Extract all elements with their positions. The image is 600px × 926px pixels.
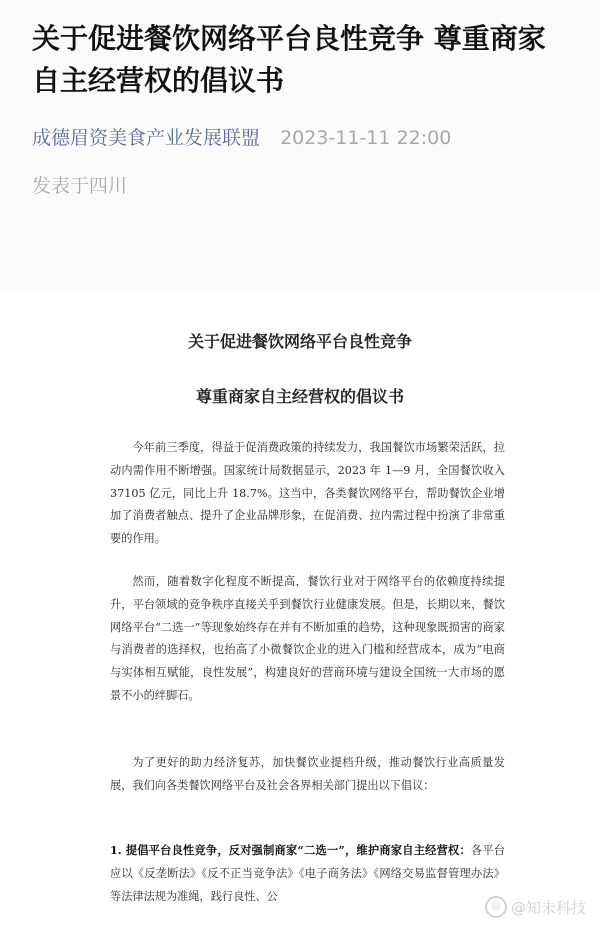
proposal-item-1-text: 各平台应以《反垄断法》《反不正当竞争法》《电子商务法》《网络交易监督管理办法》等法律法规为准绳，践行良性、公	[110, 844, 505, 903]
watermark	[485, 896, 586, 918]
article-meta	[32, 125, 451, 151]
publish-datetime: 2023-11-11 22:00	[280, 127, 452, 149]
publish-location: 发表于四川	[32, 175, 128, 197]
document-image	[0, 292, 600, 926]
document-title-line2: 尊重商家自主经营权的倡议书	[195, 387, 404, 406]
document-paragraph: 今年前三季度，得益于促消费政策的持续发力，我国餐饮市场繁荣活跃，拉动内需作用不断增强。国家统计局数据显示，2023 年 1—9 月，全国餐饮收入 37105 亿元，同比上升 18.7%。这当中，各类餐饮网络平台，帮助餐饮企业增加了消费者触点、提升了企业品牌形象，在促消费、拉内需过程中扮演了非常重要的作用。	[110, 441, 505, 546]
weibo-logo-icon: ◎	[485, 896, 507, 918]
document-paragraph: 为了更好的助力经济复苏，加快餐饮业提档升级，推动餐饮行业高质量发展，我们向各类餐饮网络平台及社会各界相关部门提出以下倡议：	[110, 756, 505, 792]
article-header	[0, 0, 600, 292]
watermark-text: @知未科技	[510, 898, 586, 917]
document-title-line1: 关于促进餐饮网络平台良性竞争	[187, 332, 412, 351]
author-link[interactable]: 成德眉资美食产业发展联盟	[32, 127, 261, 149]
proposal-item-1	[110, 839, 505, 908]
document-paragraph: 然而，随着数字化程度不断提高，餐饮行业对于网络平台的依赖度持续提升，平台领域的竞争秩序直接关乎到餐饮行业健康发展。但是，长期以来，餐饮网络平台“二选一”等现象始终存在并有不断加重的趋势，这种现象既损害的商家与消费者的选择权，也抬高了小微餐饮企业的进入门槛和经营成本，成为“电商与实体相互赋能，良性发展”，构建良好的营商环境与建设全国统一大市场的愿景不小的绊脚石。	[110, 575, 505, 702]
article-title: 关于促进餐饮网络平台良性竞争 尊重商家自主经营权的倡议书	[32, 22, 546, 97]
proposal-item-1-heading: 1. 提倡平台良性竞争，反对强制商家“二选一”，维护商家自主经营权：	[110, 843, 471, 857]
